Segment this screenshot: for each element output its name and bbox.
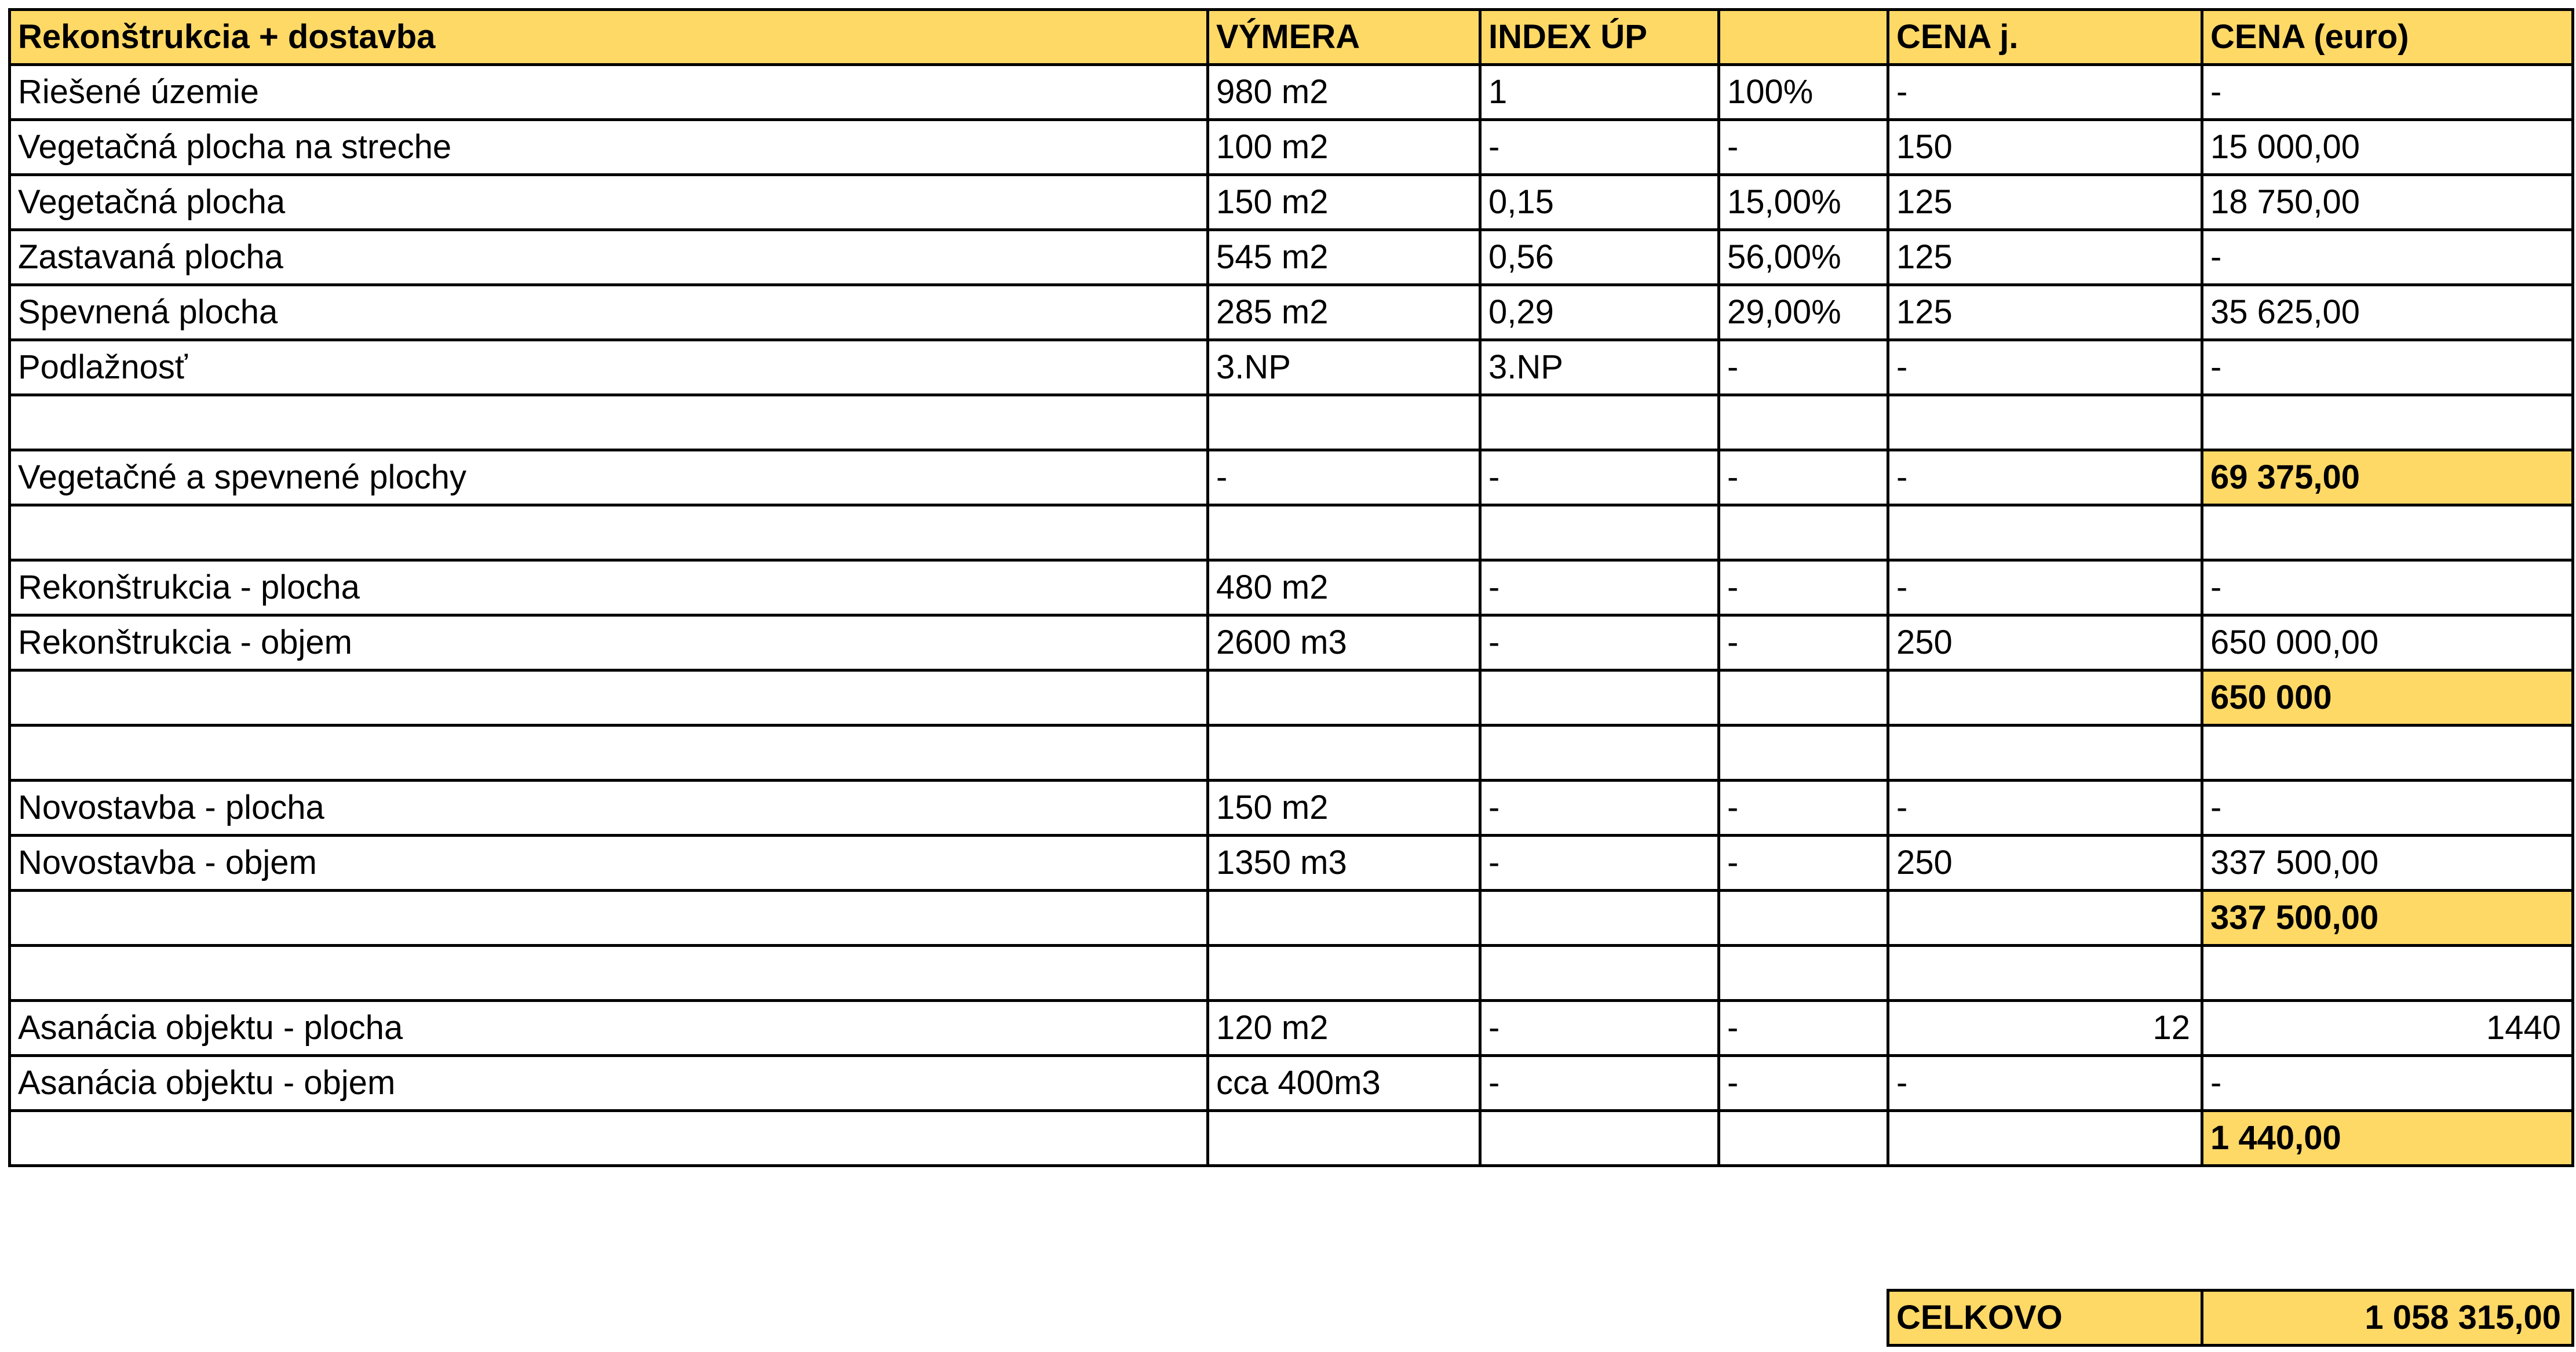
cell-item[interactable] xyxy=(10,726,1208,781)
cell-item[interactable]: Asanácia objektu - objem xyxy=(10,1056,1208,1111)
cell-percent[interactable] xyxy=(1719,726,1888,781)
cell-index[interactable] xyxy=(1480,670,1719,726)
table-row xyxy=(10,340,2573,395)
table-row xyxy=(10,560,2573,615)
cell-unit-price[interactable]: 125 xyxy=(1888,230,2202,285)
cell-item[interactable]: Vegetačná plocha na streche xyxy=(10,120,1208,175)
cell-price[interactable]: 650 000,00 xyxy=(2202,615,2573,670)
cell-unit-price[interactable]: - xyxy=(1888,1056,2202,1111)
header-vymera-cell[interactable]: VÝMERA xyxy=(1208,10,1480,65)
cell-price[interactable]: 15 000,00 xyxy=(2202,120,2573,175)
cell-unit-price[interactable] xyxy=(1888,395,2202,450)
table-row xyxy=(10,65,2573,120)
table-row xyxy=(10,781,2573,836)
cell-price[interactable]: 1 440,00 xyxy=(2202,1111,2573,1166)
cell-percent[interactable]: 100% xyxy=(1719,65,1888,120)
cell-percent[interactable]: - xyxy=(1719,340,1888,395)
table-row xyxy=(10,120,2573,175)
cell-percent[interactable] xyxy=(1719,395,1888,450)
cell-item[interactable] xyxy=(10,505,1208,560)
cell-vymera[interactable]: 100 m2 xyxy=(1208,120,1480,175)
table-row xyxy=(10,285,2573,340)
cell-index[interactable]: - xyxy=(1480,836,1719,891)
cell-item[interactable]: Vegetačné a spevnené plochy xyxy=(10,450,1208,505)
cell-item[interactable] xyxy=(10,891,1208,946)
cell-price[interactable] xyxy=(2202,505,2573,560)
cell-unit-price[interactable]: - xyxy=(1888,450,2202,505)
table-row xyxy=(10,670,2573,726)
cell-price[interactable]: - xyxy=(2202,340,2573,395)
cell-unit-price[interactable]: 150 xyxy=(1888,120,2202,175)
header-title-cell[interactable]: Rekonštrukcia + dostavba xyxy=(10,10,1208,65)
total-value-cell[interactable]: 1 058 315,00 xyxy=(2202,1291,2573,1346)
cell-percent[interactable] xyxy=(1719,946,1888,1001)
header-percent-cell[interactable] xyxy=(1719,10,1888,65)
cell-price[interactable] xyxy=(2202,395,2573,450)
cell-vymera[interactable]: 545 m2 xyxy=(1208,230,1480,285)
cell-unit-price[interactable]: - xyxy=(1888,560,2202,615)
cell-vymera[interactable] xyxy=(1208,395,1480,450)
cell-unit-price[interactable] xyxy=(1888,726,2202,781)
cell-index[interactable]: - xyxy=(1480,450,1719,505)
table-row xyxy=(10,891,2573,946)
cell-percent[interactable]: 29,00% xyxy=(1719,285,1888,340)
cell-index[interactable]: - xyxy=(1480,615,1719,670)
total-row xyxy=(1888,1291,2573,1346)
cell-item[interactable] xyxy=(10,395,1208,450)
cell-index[interactable]: - xyxy=(1480,1056,1719,1111)
cell-item[interactable]: Novostavba - plocha xyxy=(10,781,1208,836)
cell-price[interactable]: - xyxy=(2202,230,2573,285)
cell-item[interactable] xyxy=(10,946,1208,1001)
cell-unit-price[interactable] xyxy=(1888,670,2202,726)
cell-percent[interactable] xyxy=(1719,505,1888,560)
total-label-cell[interactable]: CELKOVO xyxy=(1888,1291,2202,1346)
table-row xyxy=(10,395,2573,450)
cell-unit-price[interactable]: - xyxy=(1888,340,2202,395)
cell-unit-price[interactable]: 12 xyxy=(1888,1001,2202,1056)
table-row xyxy=(10,726,2573,781)
cell-percent[interactable] xyxy=(1719,891,1888,946)
cell-percent[interactable]: - xyxy=(1719,615,1888,670)
cell-index[interactable] xyxy=(1480,891,1719,946)
cell-item[interactable]: Vegetačná plocha xyxy=(10,175,1208,230)
cell-index[interactable]: 3.NP xyxy=(1480,340,1719,395)
cell-price[interactable]: 650 000 xyxy=(2202,670,2573,726)
header-row xyxy=(10,10,2573,65)
cell-vymera[interactable] xyxy=(1208,670,1480,726)
table-row xyxy=(10,450,2573,505)
cell-unit-price[interactable] xyxy=(1888,946,2202,1001)
cell-index[interactable] xyxy=(1480,1111,1719,1166)
cell-vymera[interactable] xyxy=(1208,946,1480,1001)
cell-percent[interactable]: - xyxy=(1719,450,1888,505)
cell-price[interactable]: - xyxy=(2202,1056,2573,1111)
cell-vymera[interactable]: 3.NP xyxy=(1208,340,1480,395)
cell-index[interactable] xyxy=(1480,505,1719,560)
cell-vymera[interactable]: 120 m2 xyxy=(1208,1001,1480,1056)
spreadsheet xyxy=(8,8,2571,1336)
cell-item[interactable]: Spevnená plocha xyxy=(10,285,1208,340)
cell-unit-price[interactable]: 250 xyxy=(1888,615,2202,670)
cell-percent[interactable]: - xyxy=(1719,836,1888,891)
cost-table xyxy=(8,8,2574,1167)
table-row xyxy=(10,1056,2573,1111)
header-price-cell[interactable]: CENA (euro) xyxy=(2202,10,2573,65)
cell-index[interactable]: 0,15 xyxy=(1480,175,1719,230)
cell-vymera[interactable] xyxy=(1208,505,1480,560)
cell-item[interactable]: Rekonštrukcia - objem xyxy=(10,615,1208,670)
cell-percent[interactable]: - xyxy=(1719,781,1888,836)
cell-vymera[interactable]: 150 m2 xyxy=(1208,175,1480,230)
cell-price[interactable]: 337 500,00 xyxy=(2202,836,2573,891)
header-unit-price-cell[interactable]: CENA j. xyxy=(1888,10,2202,65)
table-row xyxy=(10,505,2573,560)
cell-percent[interactable]: - xyxy=(1719,560,1888,615)
cell-item[interactable]: Podlažnosť xyxy=(10,340,1208,395)
cell-vymera[interactable]: 480 m2 xyxy=(1208,560,1480,615)
cell-index[interactable]: - xyxy=(1480,1001,1719,1056)
cell-vymera[interactable]: 150 m2 xyxy=(1208,781,1480,836)
cell-price[interactable]: - xyxy=(2202,65,2573,120)
table-row xyxy=(10,946,2573,1001)
table-row xyxy=(10,1001,2573,1056)
cell-vymera[interactable]: cca 400m3 xyxy=(1208,1056,1480,1111)
cell-item[interactable]: Rekonštrukcia - plocha xyxy=(10,560,1208,615)
cell-price[interactable]: 337 500,00 xyxy=(2202,891,2573,946)
cell-price[interactable] xyxy=(2202,946,2573,1001)
table-row xyxy=(10,230,2573,285)
cell-index[interactable] xyxy=(1480,726,1719,781)
cell-unit-price[interactable]: 125 xyxy=(1888,285,2202,340)
cell-item[interactable]: Asanácia objektu - plocha xyxy=(10,1001,1208,1056)
cell-vymera[interactable]: - xyxy=(1208,450,1480,505)
cell-index[interactable] xyxy=(1480,395,1719,450)
cell-vymera[interactable]: 980 m2 xyxy=(1208,65,1480,120)
table-row xyxy=(10,836,2573,891)
cell-price[interactable] xyxy=(2202,726,2573,781)
table-body xyxy=(10,65,2573,1166)
cell-index[interactable]: 0,29 xyxy=(1480,285,1719,340)
cell-index[interactable]: 0,56 xyxy=(1480,230,1719,285)
cell-vymera[interactable]: 2600 m3 xyxy=(1208,615,1480,670)
cell-unit-price[interactable]: 250 xyxy=(1888,836,2202,891)
cell-percent[interactable] xyxy=(1719,670,1888,726)
cell-unit-price[interactable] xyxy=(1888,505,2202,560)
cell-index[interactable]: - xyxy=(1480,120,1719,175)
header-index-cell[interactable]: INDEX ÚP xyxy=(1480,10,1719,65)
cell-percent[interactable]: 15,00% xyxy=(1719,175,1888,230)
cell-unit-price[interactable]: - xyxy=(1888,781,2202,836)
cell-item[interactable]: Novostavba - objem xyxy=(10,836,1208,891)
cell-index[interactable]: - xyxy=(1480,560,1719,615)
cell-item[interactable]: Zastavaná plocha xyxy=(10,230,1208,285)
cell-index[interactable] xyxy=(1480,946,1719,1001)
cell-percent[interactable]: - xyxy=(1719,120,1888,175)
cell-item[interactable]: Riešené územie xyxy=(10,65,1208,120)
cell-vymera[interactable]: 285 m2 xyxy=(1208,285,1480,340)
cell-price[interactable]: 69 375,00 xyxy=(2202,450,2573,505)
cell-index[interactable]: 1 xyxy=(1480,65,1719,120)
cell-price[interactable]: - xyxy=(2202,781,2573,836)
table-row xyxy=(10,175,2573,230)
cell-index[interactable]: - xyxy=(1480,781,1719,836)
cell-price[interactable]: 1440 xyxy=(2202,1001,2573,1056)
cell-percent[interactable]: - xyxy=(1719,1056,1888,1111)
total-table xyxy=(1887,1289,2574,1347)
cell-item[interactable] xyxy=(10,670,1208,726)
cell-price[interactable]: - xyxy=(2202,560,2573,615)
cell-unit-price[interactable]: - xyxy=(1888,65,2202,120)
cell-item[interactable] xyxy=(10,1111,1208,1166)
table-row xyxy=(10,615,2573,670)
cell-vymera[interactable] xyxy=(1208,1111,1480,1166)
cell-unit-price[interactable] xyxy=(1888,1111,2202,1166)
cell-vymera[interactable] xyxy=(1208,726,1480,781)
cell-percent[interactable]: 56,00% xyxy=(1719,230,1888,285)
cell-percent[interactable] xyxy=(1719,1111,1888,1166)
cell-unit-price[interactable] xyxy=(1888,891,2202,946)
cell-unit-price[interactable]: 125 xyxy=(1888,175,2202,230)
cell-vymera[interactable] xyxy=(1208,891,1480,946)
cell-percent[interactable]: - xyxy=(1719,1001,1888,1056)
cell-price[interactable]: 35 625,00 xyxy=(2202,285,2573,340)
table-row xyxy=(10,1111,2573,1166)
cell-vymera[interactable]: 1350 m3 xyxy=(1208,836,1480,891)
cell-price[interactable]: 18 750,00 xyxy=(2202,175,2573,230)
